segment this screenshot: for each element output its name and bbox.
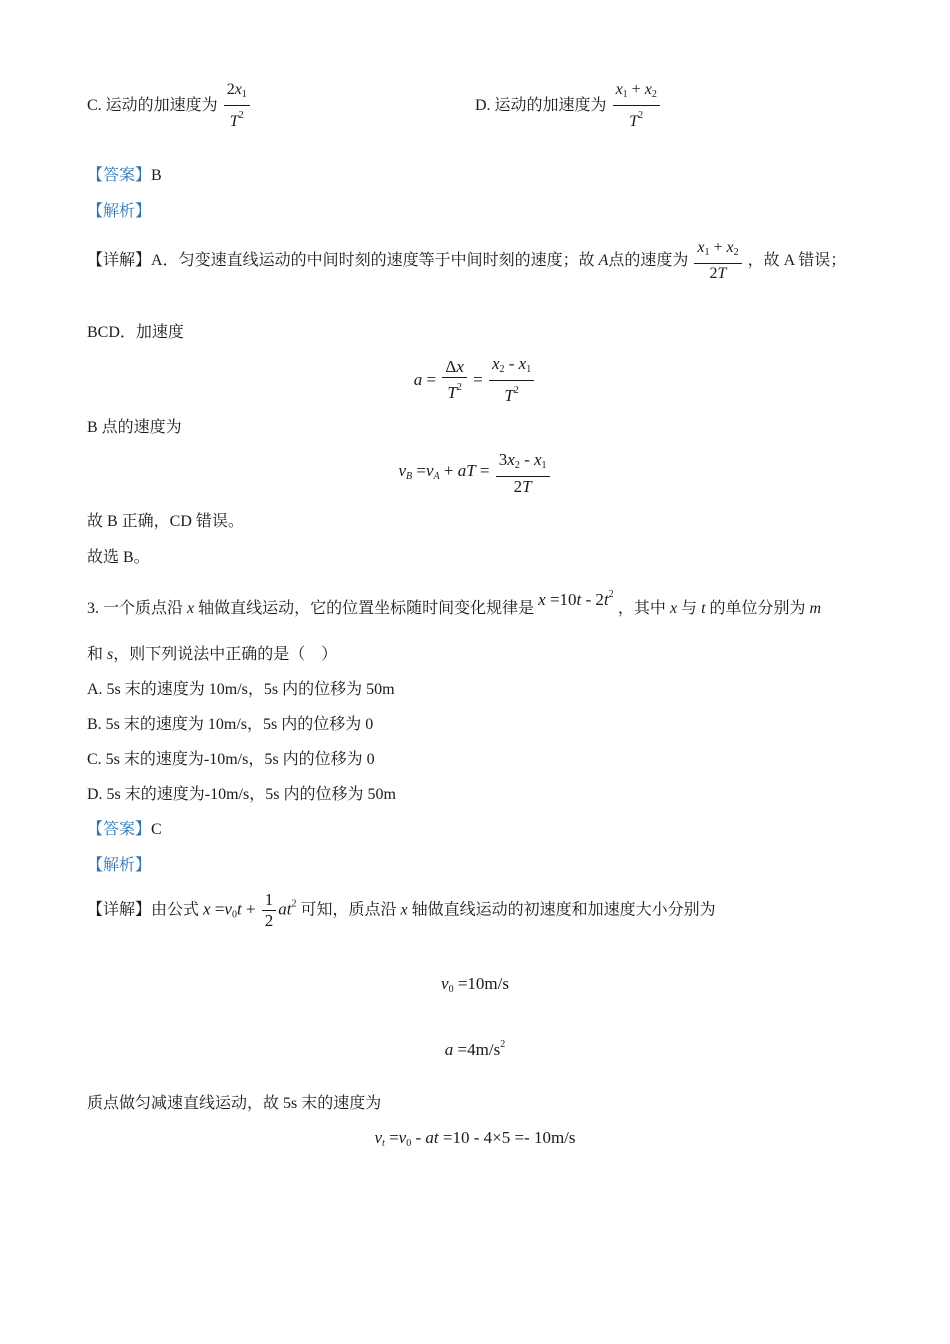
a-value: =4m/s	[457, 1040, 501, 1059]
q3-detail-tag: 【详解】	[87, 901, 152, 919]
a-equation: $a =4m/s^2$	[444, 1039, 506, 1059]
var-m: m	[809, 600, 822, 617]
detail-tag: 【详解】	[87, 252, 152, 269]
q3-stem-2: 轴做直线运动，它的位置坐标随时间变化规律是	[198, 600, 535, 617]
q3-option-a: A. 5s 末的速度为 10m/s，5s 内的位移为 50m	[87, 681, 395, 698]
var-s: s	[107, 646, 114, 663]
q3-analysis-tag-text: 【解析】	[87, 857, 152, 874]
q3-option-d: D. 5s 末的速度为-10m/s，5s 内的位移为 50m	[87, 786, 396, 803]
vt-equation: $v_t =v_0$ - at =10 - 4×5 =- 10m/s	[374, 1128, 576, 1149]
q3-kinematics-formula: $x =v_0t$ + $\frac{1}{2}$ $at^2$	[203, 890, 297, 930]
q3-answer-tag: 【答案】	[87, 821, 152, 838]
q3-detail-2: 可知，质点沿	[300, 901, 397, 919]
q3-stem-4: 与	[681, 600, 698, 617]
var-x-3: x	[400, 901, 408, 919]
q3-stem-line1	[87, 589, 822, 620]
q3-stem-3: ，其中	[617, 600, 666, 617]
q3-detail	[87, 890, 716, 931]
bcd-intro: BCD．加速度	[87, 324, 184, 341]
var-x: x	[187, 600, 195, 617]
decel-intro: 质点做匀减速直线运动，故 5s 末的速度为	[87, 1095, 382, 1112]
v0-equation: $v_0 =10m/s$	[441, 974, 509, 995]
option-d-text: D. 运动的加速度为	[475, 97, 607, 114]
v0-value: =10m/s	[457, 974, 509, 993]
q3-answer	[87, 819, 162, 841]
detail-a-formula: $\frac{x_1 + x_2}{2T}$	[694, 238, 741, 284]
detail-a-text-2: 点的速度为	[608, 252, 689, 269]
vt-value: =10 - 4×5 =- 10m/s	[442, 1128, 576, 1147]
q3-stem-6: 和	[87, 646, 104, 663]
q2-analysis-tag	[87, 201, 151, 223]
q3-stem-7: ，则下列说法中正确的是（ ）	[113, 646, 338, 663]
q3-stem-1: 3. 一个质点沿	[87, 600, 184, 617]
option-c-text: C. 运动的加速度为	[87, 97, 218, 114]
option-c-formula: $\frac{2x_1}{T^2}$	[224, 80, 250, 132]
q3-analysis-tag	[87, 855, 151, 877]
detail-a-text-1: A．匀变速直线运动的中间时刻的速度等于中间时刻的速度；故	[151, 252, 595, 269]
q3-stem-5: 的单位分别为	[709, 600, 806, 617]
q3-answer-value: C	[151, 821, 162, 838]
detail-a-text-3: ，故 A 错误；	[747, 252, 847, 269]
analysis-tag: 【解析】	[87, 203, 152, 220]
option-c	[87, 80, 252, 132]
answer-tag: 【答案】	[87, 167, 152, 184]
option-d	[475, 80, 662, 132]
q3-stem-line2	[87, 644, 337, 666]
q3-detail-1: 由公式	[151, 901, 200, 919]
var-t: t	[701, 600, 706, 617]
q2-detail-a	[87, 238, 846, 284]
q3-position-formula: $x =10t - 2t^2$	[538, 589, 614, 609]
acceleration-equation: a = $\frac{\Delta x}{T^2}$ = $\frac{x_2 - x_1}{T^2}$	[0, 354, 950, 406]
var-x-2: x	[669, 600, 678, 617]
b-speed-equation: $v_B =v_A$ + aT = $\frac{3x_2 - x_1}{2T}$	[0, 450, 950, 497]
point-a-label: A	[598, 252, 609, 269]
conclusion-2: 故选 B。	[87, 549, 150, 566]
conclusion-1: 故 B 正确，CD 错误。	[87, 513, 244, 530]
q3-option-b: B. 5s 末的速度为 10m/s，5s 内的位移为 0	[87, 716, 374, 733]
answer-value: B	[151, 167, 162, 184]
option-d-formula: $\frac{x_1 + x_2}{T^2}$	[613, 80, 660, 132]
q3-option-c: C. 5s 末的速度为-10m/s，5s 内的位移为 0	[87, 751, 375, 768]
q3-detail-3: 轴做直线运动的初速度和加速度大小分别为	[411, 901, 716, 919]
q2-answer	[87, 165, 162, 187]
b-speed-intro: B 点的速度为	[87, 419, 182, 436]
